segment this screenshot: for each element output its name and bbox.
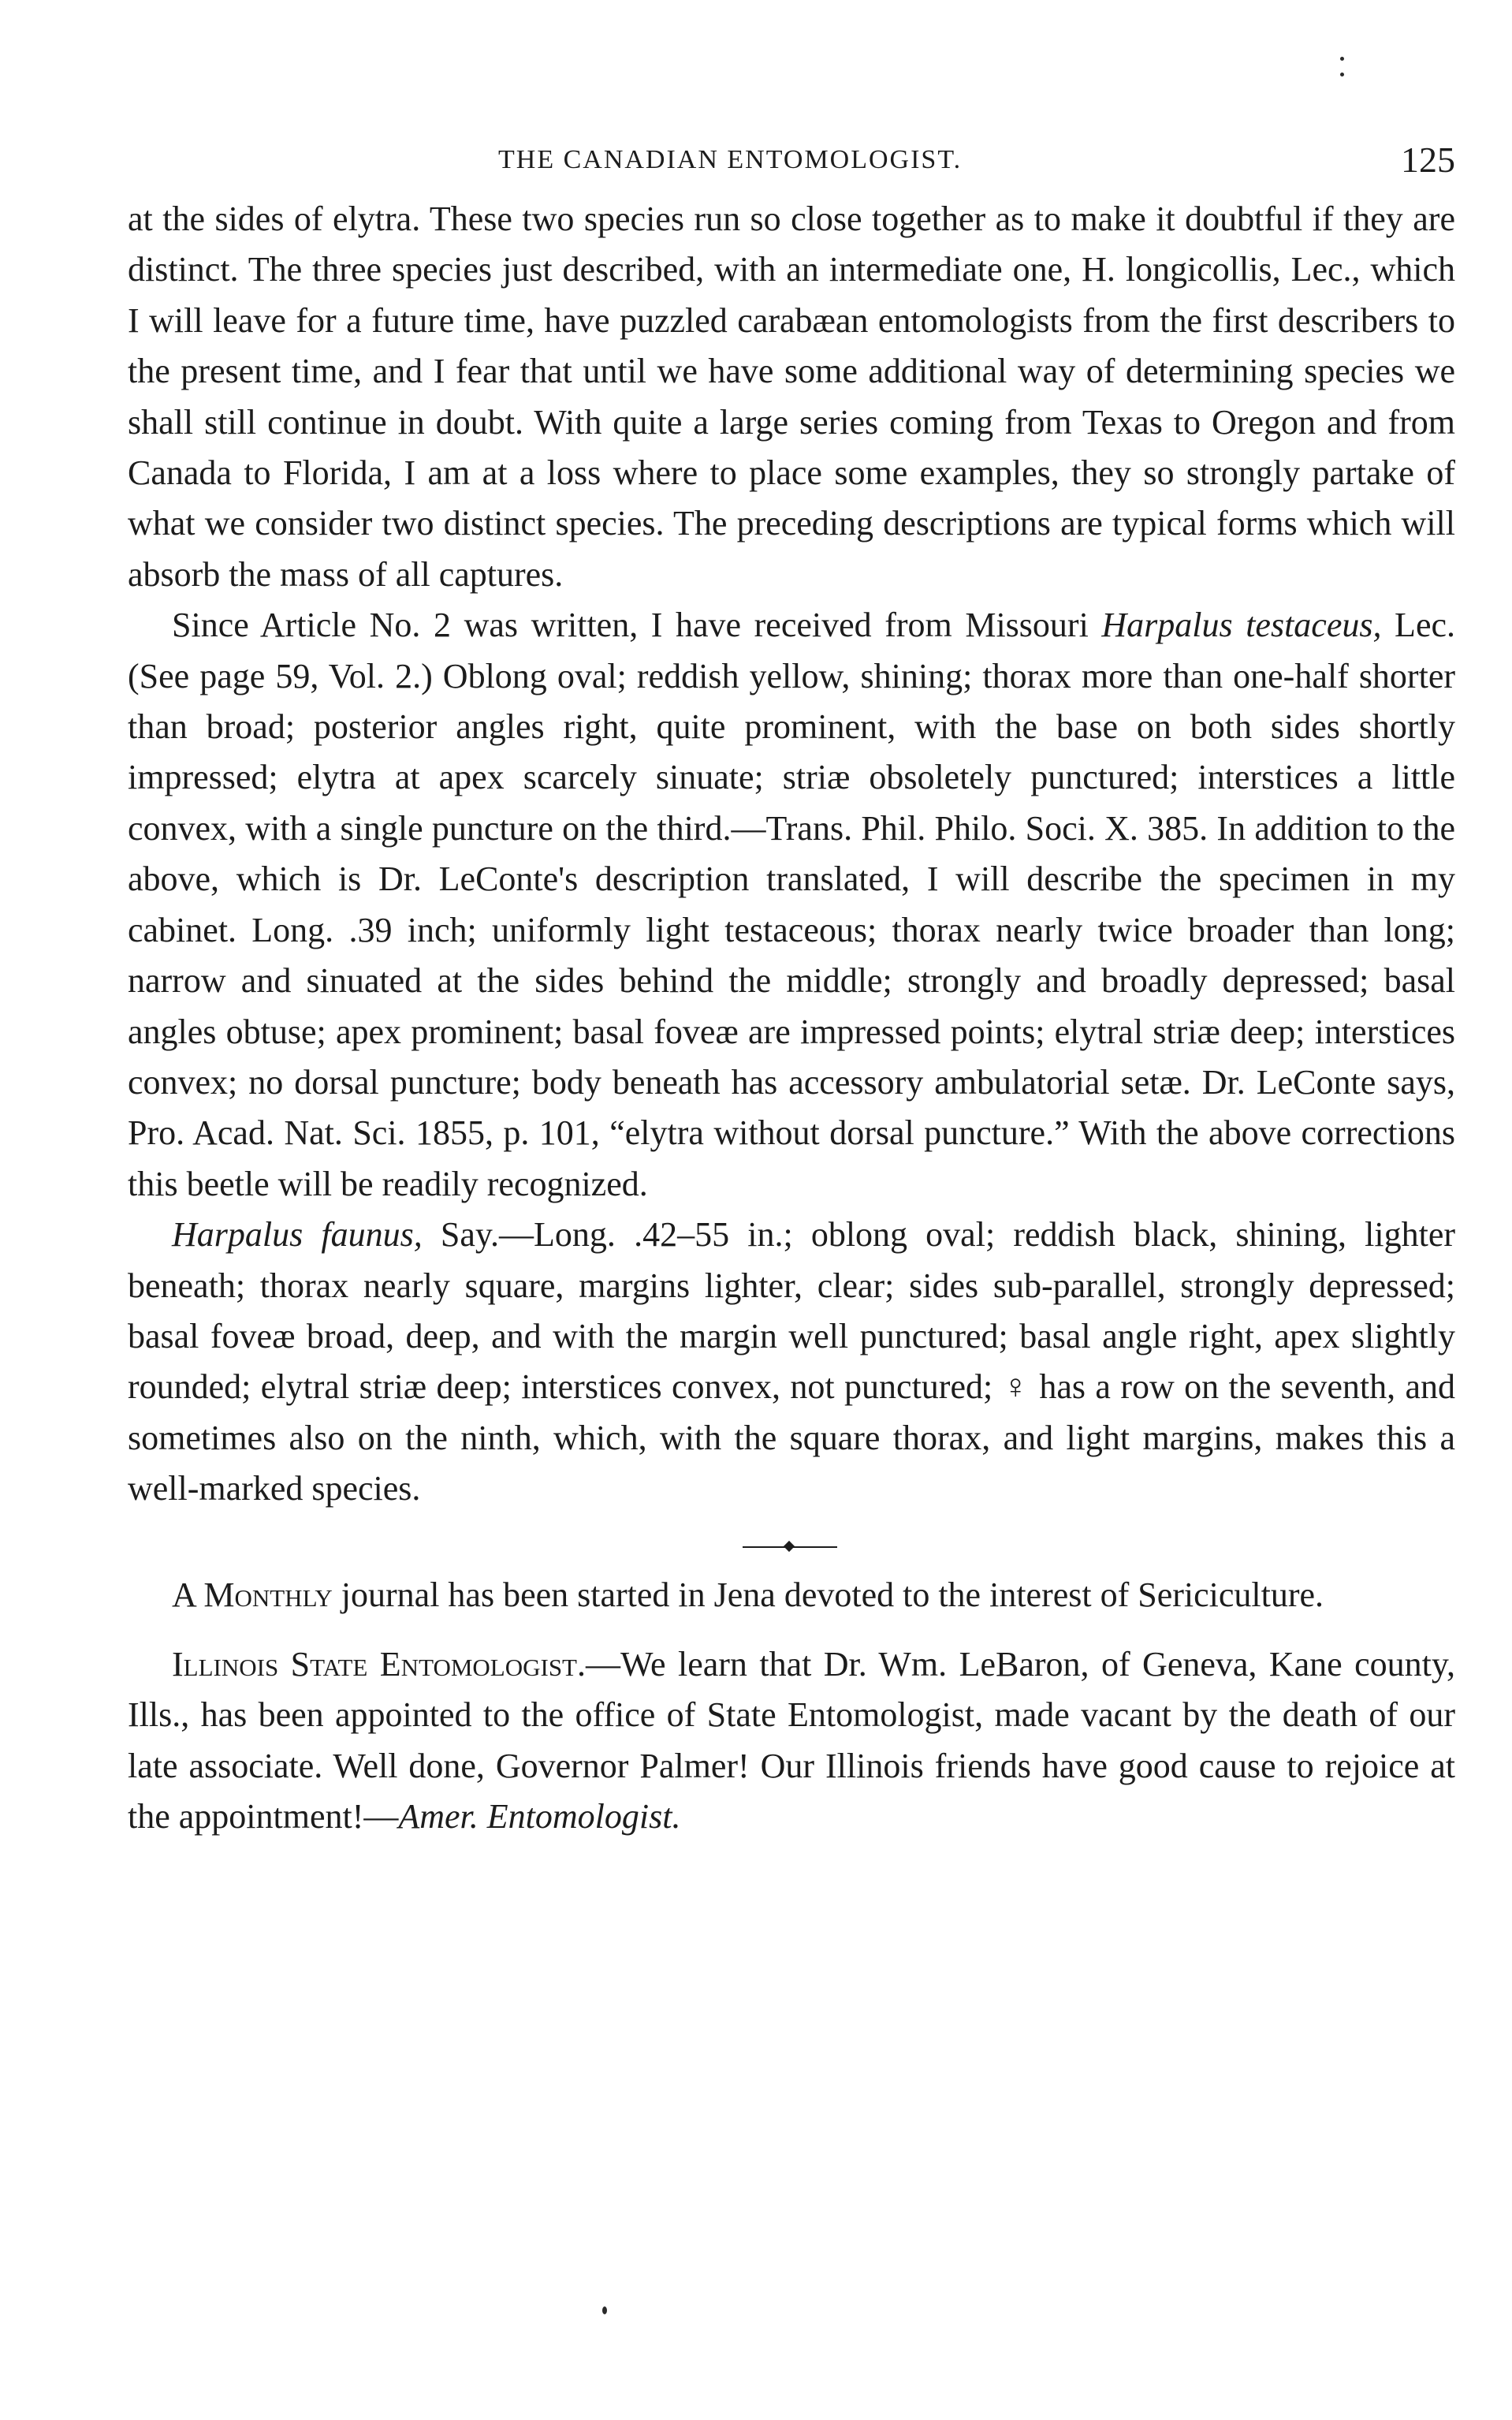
note-body: —We learn that Dr. Wm. LeBaron, of Geneva, Kane county, Ills., has been appointed to the office of State Entomologist, made vacant by the death of our late associate. Well done, Governor Palmer! Our Illinois friends have good cause to rejoice at the appointment!— bbox=[128, 1644, 1456, 1836]
paragraph-harpalus-faunus bbox=[128, 1210, 1455, 1514]
note-body: journal has been started in Jena devoted to the interest of Sericiculture. bbox=[332, 1575, 1324, 1614]
species-name: Harpalus faunus, bbox=[172, 1215, 423, 1255]
running-title: THE CANADIAN ENTOMOLOGIST. bbox=[498, 145, 963, 174]
note-source: Amer. Entomologist. bbox=[398, 1797, 681, 1836]
document-page bbox=[128, 139, 1455, 1843]
note-illinois-entomologist bbox=[128, 1639, 1455, 1843]
print-speck-icon bbox=[1340, 57, 1344, 61]
print-speck-icon bbox=[1340, 73, 1344, 76]
paragraph-harpalus-testaceus bbox=[128, 600, 1455, 1210]
paragraph-body: Say.—Long. .42–55 in.; oblong oval; reddish black, shining, lighter beneath; thorax nearly square, margins lighter, clear; sides sub-parallel, strongly depressed; basal foveæ broad, deep, and with the margin well punctured; basal angle right, apex slightly rounded; elytral striæ deep; interstices convex, not punctured; ♀ has a row on the seventh, and sometimes also on the ninth, which, with the square thorax, and light margins, makes this a well-marked species. bbox=[128, 1215, 1455, 1508]
page-header bbox=[128, 139, 1455, 194]
note-lead: A Monthly bbox=[172, 1575, 333, 1614]
species-name: Harpalus testaceus, bbox=[1101, 606, 1382, 645]
separator-diamond-icon bbox=[784, 1540, 795, 1551]
page-number: 125 bbox=[1401, 140, 1455, 180]
note-monthly-journal bbox=[128, 1570, 1455, 1620]
paragraph-lead: Since Article No. 2 was written, I have received from Missouri bbox=[172, 606, 1102, 645]
note-lead: Illinois State Entomologist. bbox=[172, 1644, 586, 1684]
paragraph-continuation: at the sides of elytra. These two species run so close together as to make it doubtful if they are distinct. The three species just described, with an intermediate one, H. longicollis, Lec., which I will leave for a future time, have puzzled carabæan entomologists from the first describers to the present time, and I fear that until we have some additional way of determining species we shall still continue in doubt. With quite a large series coming from Texas to Oregon and from Canada to Florida, I am at a loss where to place some examples, they so strongly partake of what we consider two distinct species. The preceding descriptions are typical forms which will absorb the mass of all captures. bbox=[128, 199, 1455, 594]
print-speck-icon bbox=[602, 2306, 607, 2314]
paragraph-gap bbox=[128, 1620, 1455, 1639]
paragraph-body: Lec. (See page 59, Vol. 2.) Oblong oval; reddish yellow, shining; thorax more than one-half shorter than broad; posterior angles right, quite prominent, with the base on both sides shortly impressed; elytra at apex scarcely sinuate; striæ obsoletely punctured; interstices a little convex, with a single puncture on the third.—Trans. Phil. Philo. Soci. X. 385. In addition to the above, which is Dr. LeConte's description translated, I will describe the specimen in my cabinet. Long. .39 inch; uniformly light testaceous; thorax nearly twice broader than long; narrow and sinuated at the sides behind the middle; strongly and broadly depressed; basal angles obtuse; apex prominent; basal foveæ are impressed points; elytral striæ deep; interstices convex; no dorsal puncture; body beneath has accessory ambulatorial setæ. Dr. LeConte says, Pro. Acad. Nat. Sci. 1855, p. 101, “elytra without dorsal puncture.” With the above corrections this beetle will be readily recognized. bbox=[128, 606, 1455, 1203]
section-separator bbox=[128, 1515, 1455, 1570]
